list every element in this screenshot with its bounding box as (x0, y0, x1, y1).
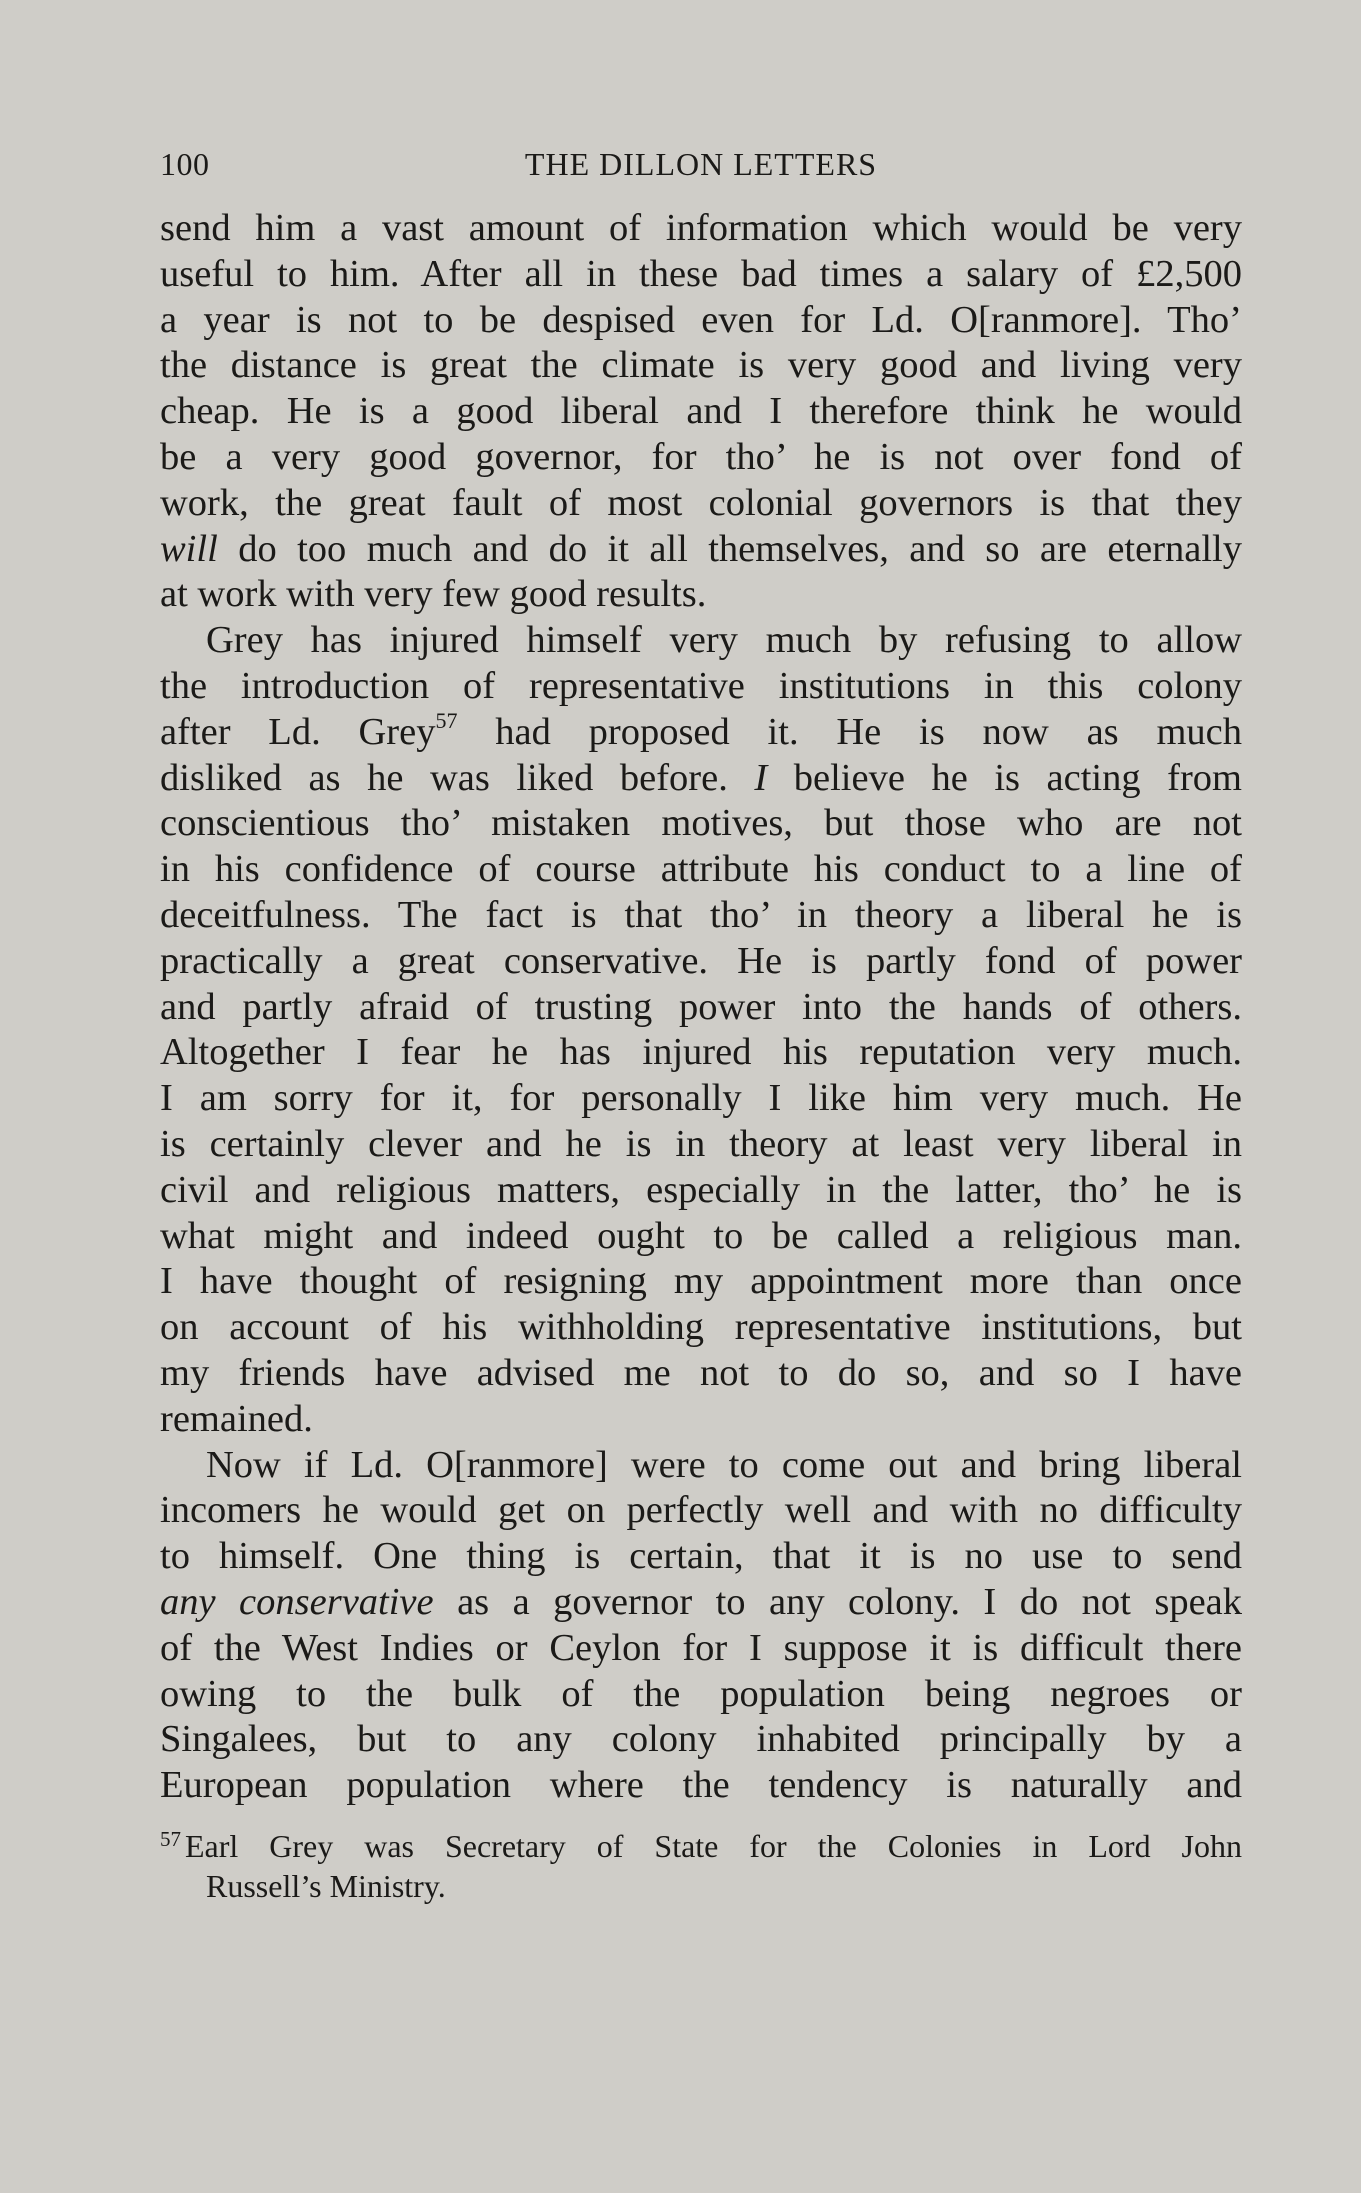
text-line: the distance is great the climate is very good and living very (160, 344, 1242, 387)
text-line: incomers he would get on perfectly well and with no difficulty (160, 1489, 1242, 1532)
text-line: conscientious tho’ mistaken motives, but those who are not (160, 802, 1242, 845)
text-line: deceitfulness. The fact is that tho’ in theory a liberal he is (160, 893, 1242, 936)
text-line: Altogether I fear he has injured his reputation very much. (160, 1031, 1242, 1074)
text-line: I am sorry for it, for personally I like him very much. He (160, 1077, 1242, 1120)
line-part: had proposed it. He is now as much (457, 710, 1242, 753)
footnote-reference: 57 (435, 707, 458, 733)
text-line: of the West Indies or Ceylon for I suppose it is difficult there (160, 1626, 1242, 1669)
text-line: cheap. He is a good liberal and I therefore think he would (160, 390, 1242, 433)
text-line: Singalees, but to any colony inhabited principally by a (160, 1718, 1242, 1761)
text-line: what might and indeed ought to be called a religious man. (160, 1214, 1242, 1257)
running-title: THE DILLON LETTERS (524, 146, 878, 182)
running-header (160, 146, 1242, 186)
text-line (160, 527, 1242, 573)
paragraph-start-line: Now if Ld. O[ranmore] were to come out and bring liberal (206, 1443, 1242, 1486)
text-line: on account of his withholding representative institutions, but (160, 1306, 1242, 1349)
text-line: owing to the bulk of the population being negroes or (160, 1672, 1242, 1715)
line-rest: do too much and do it all themselves, and so are eternally (238, 527, 1242, 570)
text-line: to himself. One thing is certain, that it is no use to send (160, 1535, 1242, 1578)
text-line: be a very good governor, for tho’ he is not over fond of (160, 435, 1242, 478)
footnote-line (160, 1826, 1242, 1866)
italic-I: I (754, 756, 768, 799)
text-line: a year is not to be despised even for Ld. O[ranmore]. Tho’ (160, 298, 1242, 341)
text-line: work, the great fault of most colonial governors is that they (160, 481, 1242, 524)
text-line: and partly afraid of trusting power into the hands of others. (160, 985, 1242, 1028)
italic-will: will (160, 527, 218, 570)
text-line: my friends have advised me not to do so, and so I have (160, 1351, 1242, 1394)
footnote-text: Earl Grey was Secretary of State for the Colonies in Lord John (185, 1828, 1242, 1864)
text-line: practically a great conservative. He is partly fond of power (160, 939, 1242, 982)
text-line: in his confidence of course attribute his conduct to a line of (160, 848, 1242, 891)
text-line (160, 756, 1242, 802)
text-line (160, 1580, 1242, 1626)
text-line: send him a vast amount of information which would be very (160, 207, 1242, 249)
text-line: European population where the tendency is naturally and (160, 1764, 1242, 1807)
text-line: civil and religious matters, especially in the latter, tho’ he is (160, 1168, 1242, 1211)
line-part: disliked as he was liked before. (160, 756, 755, 799)
line-rest: as a governor to any colony. I do not speak (433, 1580, 1242, 1623)
footnote-line: Russell’s Ministry. (206, 1868, 446, 1904)
text-line: at work with very few good results. (160, 573, 707, 616)
text-line: the introduction of representative institutions in this colony (160, 664, 1242, 707)
text-line (160, 707, 1242, 756)
paragraph-start-line: Grey has injured himself very much by refusing to allow (206, 619, 1242, 662)
line-part: believe he is acting from (767, 756, 1242, 799)
body-text (160, 206, 1242, 1809)
text-line: remained. (160, 1397, 313, 1440)
text-line: is certainly clever and he is in theory at least very liberal in (160, 1122, 1242, 1165)
line-part: after Ld. Grey (160, 710, 436, 753)
page-number: 100 (160, 146, 210, 182)
footnote (160, 1826, 1242, 1906)
italic-any-conservative: any conservative (160, 1580, 434, 1623)
text-line: I have thought of resigning my appointment more than once (160, 1260, 1242, 1303)
text-line: useful to him. After all in these bad times a salary of £2,500 (160, 252, 1242, 295)
footnote-marker: 57 (160, 1827, 181, 1851)
